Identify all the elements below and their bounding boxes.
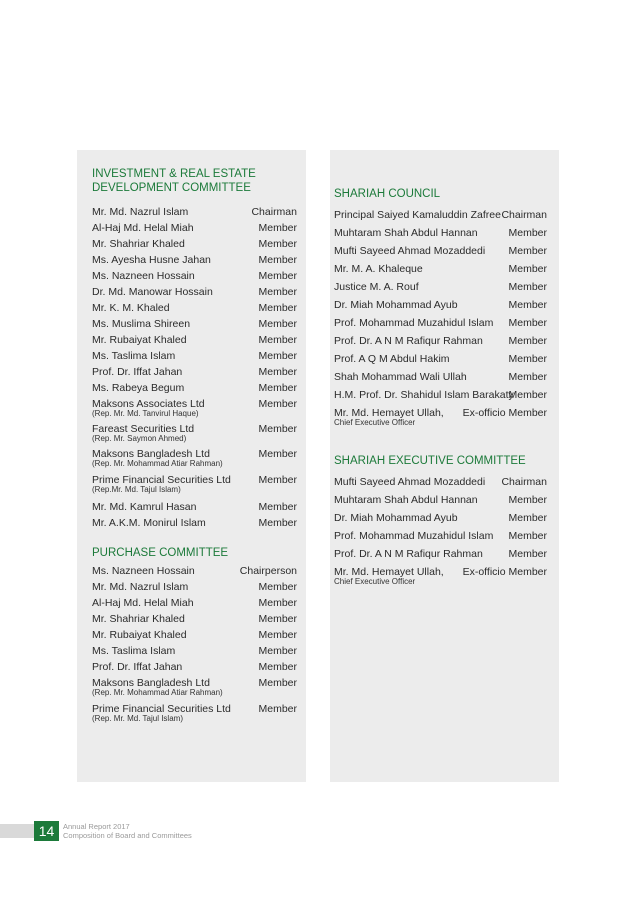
member-name: H.M. Prof. Dr. Shahidul Islam Barakaty (334, 389, 514, 401)
member-name: Ms. Nazneen Hossain (92, 270, 195, 282)
member-name: Prof. A Q M Abdul Hakim (334, 353, 450, 365)
member-name: Maksons Bangladesh Ltd (92, 448, 210, 460)
member-role: Member (508, 548, 547, 560)
investment-committee-title-line1: INVESTMENT & REAL ESTATE (92, 168, 256, 180)
member-name: Justice M. A. Rouf (334, 281, 419, 293)
right-panel (330, 150, 559, 782)
member-name: Prof. Mohammad Muzahidul Islam (334, 530, 494, 542)
member-role: Member (508, 299, 547, 311)
member-role: Member (258, 286, 297, 298)
member-name: Mr. Md. Kamrul Hasan (92, 501, 197, 513)
investment-committee-title-line2: DEVELOPMENT COMMITTEE (92, 182, 251, 194)
member-representative: (Rep.Mr. Md. Tajul Islam) (92, 485, 181, 494)
member-role: Member (258, 238, 297, 250)
member-name: Mufti Sayeed Ahmad Mozaddedi (334, 245, 486, 257)
member-role: Member (258, 613, 297, 625)
member-name: Maksons Bangladesh Ltd (92, 677, 210, 689)
member-name: Mr. Shahriar Khaled (92, 613, 185, 625)
member-role: Member (258, 501, 297, 513)
member-name: Muhtaram Shah Abdul Hannan (334, 227, 478, 239)
member-role: Member (258, 448, 297, 460)
member-name: Dr. Miah Mohammad Ayub (334, 299, 458, 311)
member-role: Member (508, 371, 547, 383)
member-role: Member (258, 398, 297, 410)
member-name: Mr. Shahriar Khaled (92, 238, 185, 250)
member-role: Ex-officio Member (462, 566, 547, 578)
member-name: Mr. K. M. Khaled (92, 302, 170, 314)
member-name: Prof. Dr. A N M Rafiqur Rahman (334, 335, 483, 347)
member-role: Member (258, 254, 297, 266)
member-role: Member (508, 335, 547, 347)
member-representative: (Rep. Mr. Md. Tanvirul Haque) (92, 409, 199, 418)
left-panel (77, 150, 306, 782)
member-name: Ms. Taslima Islam (92, 350, 176, 362)
member-role: Member (508, 245, 547, 257)
member-representative: (Rep. Mr. Saymon Ahmed) (92, 434, 187, 443)
member-role: Member (508, 530, 547, 542)
member-name: Fareast Securities Ltd (92, 423, 195, 435)
member-name: Mr. Rubaiyat Khaled (92, 334, 187, 346)
member-role: Member (258, 581, 297, 593)
member-name: Mr. A.K.M. Monirul Islam (92, 517, 206, 529)
member-name: Mr. Md. Hemayet Ullah, (334, 566, 444, 578)
member-representative: (Rep. Mr. Mohammad Atiar Rahman) (92, 459, 223, 468)
member-name: Dr. Miah Mohammad Ayub (334, 512, 458, 524)
member-name: Mr. Md. Hemayet Ullah, (334, 407, 444, 419)
member-representative: Chief Executive Officer (334, 577, 416, 586)
shariah-council-title: SHARIAH COUNCIL (334, 188, 441, 200)
member-name: Ms. Muslima Shireen (92, 318, 191, 330)
member-name: Mr. M. A. Khaleque (334, 263, 423, 275)
page-number: 14 (34, 821, 59, 841)
member-name: Principal Saiyed Kamaluddin Zafree (334, 209, 501, 221)
member-role: Member (258, 270, 297, 282)
member-role: Member (508, 512, 547, 524)
member-name: Prof. Mohammad Muzahidul Islam (334, 317, 494, 329)
member-name: Prof. Dr. Iffat Jahan (92, 366, 183, 378)
purchase-committee-title: PURCHASE COMMITTEE (92, 547, 229, 559)
member-representative: (Rep. Mr. Md. Tajul Islam) (92, 714, 183, 723)
member-name: Ms. Ayesha Husne Jahan (92, 254, 211, 266)
member-role: Chairman (251, 206, 297, 218)
member-role: Member (508, 317, 547, 329)
member-role: Ex-officio Member (462, 407, 547, 419)
member-name: Prime Financial Securities Ltd (92, 474, 231, 486)
member-name: Ms. Nazneen Hossain (92, 565, 195, 577)
member-role: Chairman (501, 476, 547, 488)
member-role: Chairperson (239, 565, 297, 577)
member-role: Member (508, 227, 547, 239)
member-role: Member (508, 494, 547, 506)
member-name: Prime Financial Securities Ltd (92, 703, 231, 715)
member-name: Ms. Rabeya Begum (92, 382, 185, 394)
member-role: Member (508, 389, 547, 401)
member-role: Member (258, 474, 297, 486)
member-role: Member (258, 597, 297, 609)
member-name: Muhtaram Shah Abdul Hannan (334, 494, 478, 506)
member-name: Prof. Dr. Iffat Jahan (92, 661, 183, 673)
member-role: Member (508, 281, 547, 293)
member-role: Member (258, 677, 297, 689)
member-name: Prof. Dr. A N M Rafiqur Rahman (334, 548, 483, 560)
footer-section-title: Composition of Board and Committees (63, 831, 192, 840)
member-name: Mr. Md. Nazrul Islam (92, 581, 189, 593)
member-role: Member (258, 629, 297, 641)
member-representative: (Rep. Mr. Mohammad Atiar Rahman) (92, 688, 223, 697)
member-role: Member (258, 318, 297, 330)
member-name: Mr. Md. Nazrul Islam (92, 206, 189, 218)
member-role: Member (258, 703, 297, 715)
member-role: Member (258, 334, 297, 346)
member-name: Al-Haj Md. Helal Miah (92, 222, 194, 234)
member-name: Dr. Md. Manowar Hossain (92, 286, 213, 298)
member-role: Member (258, 661, 297, 673)
member-name: Maksons Associates Ltd (92, 398, 205, 410)
member-role: Member (258, 423, 297, 435)
member-role: Member (508, 353, 547, 365)
member-role: Member (258, 382, 297, 394)
member-name: Mufti Sayeed Ahmad Mozaddedi (334, 476, 486, 488)
member-name: Ms. Taslima Islam (92, 645, 176, 657)
member-role: Member (258, 366, 297, 378)
member-representative: Chief Executive Officer (334, 418, 416, 427)
member-role: Member (258, 222, 297, 234)
member-name: Al-Haj Md. Helal Miah (92, 597, 194, 609)
member-role: Member (258, 350, 297, 362)
member-name: Shah Mohammad Wali Ullah (334, 371, 467, 383)
member-name: Mr. Rubaiyat Khaled (92, 629, 187, 641)
footer-report-title: Annual Report 2017 (63, 822, 130, 831)
member-role: Member (258, 645, 297, 657)
member-role: Member (508, 263, 547, 275)
member-role: Chairman (501, 209, 547, 221)
shariah-executive-committee-title: SHARIAH EXECUTIVE COMMITTEE (334, 455, 526, 467)
member-role: Member (258, 302, 297, 314)
footer-gray-bar (0, 824, 34, 838)
member-role: Member (258, 517, 297, 529)
